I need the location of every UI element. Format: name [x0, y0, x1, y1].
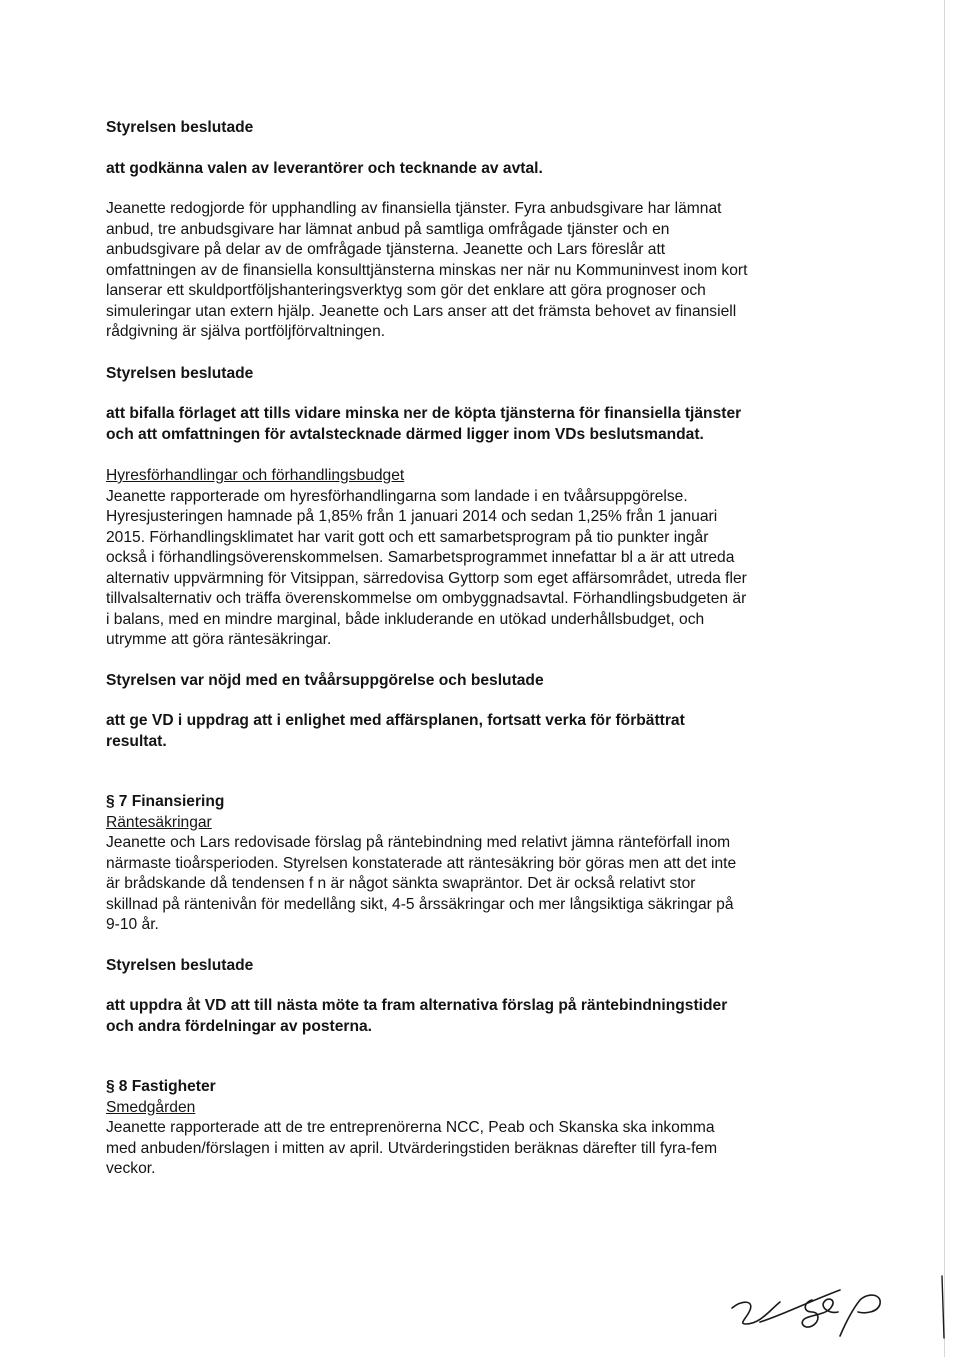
text-line: närmaste tioårsperioden. Styrelsen konstaterade att räntesäkring bör göras men att det inte [106, 854, 737, 872]
decision-heading-2: Styrelsen beslutade [106, 364, 254, 382]
section-7-title [106, 792, 826, 813]
text-line: också i förhandlingsöverenskommelsen. Samarbetsprogrammet innefattar bl a är att utreda [106, 549, 735, 566]
text-line: i balans, med en mindre marginal, både inkluderande en utökad underhållsbudget, och [106, 610, 705, 628]
signature-stroke-1 [732, 1302, 780, 1324]
signature-stroke-2 [760, 1290, 840, 1322]
text-line: tillvalsalternativ och träffa överenskommelse om ombyggnadsavtal. Förhandlingsbudgeten är [106, 590, 747, 607]
subheading-interest-hedging: Räntesäkringar [106, 813, 212, 831]
decision-text-4 [106, 996, 826, 1037]
section-symbol: § [106, 1078, 115, 1095]
decision-heading-4: Styrelsen beslutade [106, 956, 254, 974]
text-line: rådgivning är själva portföljförvaltningen. [106, 323, 386, 340]
text-line: 2015. Förhandlingsklimatet har varit gott och ett samarbetsprogram på tio punkter ingår [106, 528, 709, 546]
text-line: är brådskande då tendensen f n är något sänkta swapräntor. Det är också relativt stor [106, 875, 696, 892]
paragraph-interest-hedging [106, 833, 826, 936]
page-edge-line [944, 0, 945, 1357]
text-line: anbudsgivare på delar av de omfrågade tjänsterna. Jeanette och Lars föreslår att [106, 241, 666, 258]
section-7-label: 7 Finansiering [118, 793, 225, 810]
text-line: utrymme att göra räntesäkringar. [106, 631, 332, 648]
text-line: att ge VD i uppdrag att i enlighet med affärsplanen, fortsatt verka för förbättrat [106, 712, 685, 729]
text-line: 9-10 år. [106, 916, 159, 933]
text-line: veckor. [106, 1160, 156, 1177]
section-8-label: 8 Fastigheter [118, 1078, 216, 1095]
document-body [106, 118, 826, 1180]
subheading-rent-negotiations: Hyresförhandlingar och förhandlingsbudget [106, 467, 405, 484]
text-line: simuleringar utan extern hjälp. Jeanette och Lars anser att det främsta behovet av finansiell [106, 302, 737, 320]
text-line: och andra fördelningar av posterna. [106, 1017, 373, 1035]
decision-text-3 [106, 711, 826, 752]
decision-heading-3: Styrelsen var nöjd med en tvåårsuppgörelse och beslutade [106, 671, 544, 689]
paragraph-rent-negotiations [106, 487, 826, 651]
text-line: skillnad på räntenivån för medellång sikt, 4-5 årssäkringar och mer långsiktiga säkringar på [106, 895, 734, 913]
text-line: Jeanette rapporterade om hyresförhandlingarna som landade i en tvåårsuppgörelse. [106, 487, 688, 505]
signature-stroke-5 [942, 1276, 944, 1338]
section-symbol: § [106, 793, 115, 810]
text-line: Jeanette och Lars redovisade förslag på räntebindning med relativt jämna ränteförfall inom [106, 834, 731, 851]
text-line: Jeanette rapporterade att de tre entreprenörerna NCC, Peab och Skanska ska inkomma [106, 1119, 715, 1136]
text-line: Hyresjusteringen hamnade på 1,85% från 1 januari 2014 och sedan 1,25% från 1 januari [106, 508, 718, 525]
text-line: anbud, tre anbudsgivare har lämnat anbud på samtliga omfrågade tjänster och en [106, 220, 670, 238]
decision-text-2 [106, 404, 826, 445]
text-line: resultat. [106, 732, 167, 750]
text-line: Jeanette redogjorde för upphandling av finansiella tjänster. Fyra anbudsgivare har lämnat [106, 200, 722, 217]
text-line: omfattningen av de finansiella konsulttjänsterna minskas ner när nu Kommuninvest inom kort [106, 261, 748, 279]
text-line: att bifalla förlaget att tills vidare minska ner de köpta tjänsterna för finansiella tjänster [106, 405, 742, 422]
text-line: och att omfattningen för avtalstecknade därmed ligger inom VDs beslutsmandat. [106, 425, 704, 443]
section-8-title [106, 1077, 826, 1098]
text-line: lanserar ett skuldportföljshanteringsverktyg som gör det enklare att göra prognoser och [106, 282, 706, 299]
decision-text-1: att godkänna valen av leverantörer och tecknande av avtal. [106, 159, 543, 177]
paragraph-smedgarden [106, 1118, 826, 1180]
text-line: alternativ uppvärmning för Vitsippan, särredovisa Gyttorp som eget affärsområdet, utreda fler [106, 569, 747, 587]
handwritten-signature [720, 1272, 950, 1342]
paragraph-financial-services [106, 199, 826, 343]
decision-heading-1: Styrelsen beslutade [106, 119, 254, 136]
signature-stroke-4 [840, 1295, 880, 1336]
text-line: med anbuden/förslagen i mitten av april. Utvärderingstiden beräknas därefter till fyra-fem [106, 1139, 718, 1157]
subheading-smedgarden: Smedgården [106, 1098, 196, 1116]
text-line: att uppdra åt VD att till nästa möte ta fram alternativa förslag på räntebindningstider [106, 997, 728, 1014]
